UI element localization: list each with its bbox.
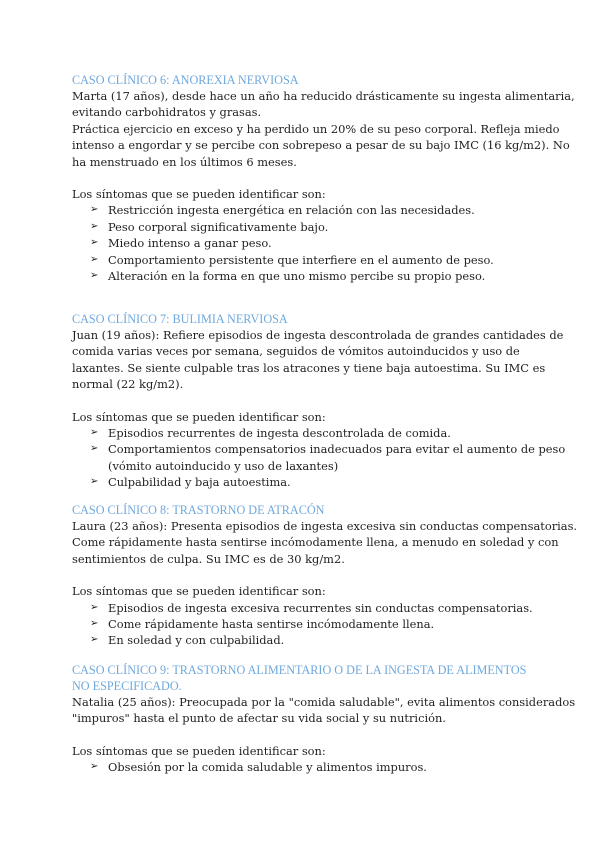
arrow-bullet-icon: ➢ (90, 443, 99, 455)
symptoms-intro: Los síntomas que se pueden identificar son: (72, 187, 326, 202)
case-title: CASO CLÍNICO 9: TRASTORNO ALIMENTARIO O DE LA INGESTA DE ALIMENTOS (72, 663, 527, 677)
symptom-item: ➢ En soledad y con culpabilidad. (90, 633, 285, 648)
arrow-bullet-icon: ➢ (90, 634, 99, 646)
case-6 (72, 72, 575, 284)
arrow-bullet-icon: ➢ (90, 427, 99, 439)
arrow-bullet-icon: ➢ (90, 761, 99, 773)
case-title: CASO CLÍNICO 6: ANOREXIA NERVIOSA (72, 73, 299, 87)
case-text-line: Natalia (25 años): Preocupada por la "comida saludable", evita alimentos considerados (72, 695, 576, 709)
symptom-list (72, 202, 542, 284)
arrow-bullet-icon: ➢ (90, 601, 99, 613)
case-9 (72, 662, 576, 776)
case-text-line: comida varias veces por semana, seguidos de vómitos autoinducidos y uso de (72, 344, 520, 359)
symptom-item: ➢ Episodios de ingesta excesiva recurrentes sin conductas compensatorias. (90, 600, 533, 615)
symptoms-intro: Los síntomas que se pueden identificar son: (72, 409, 326, 424)
symptom-continuation: (vómito autoinducido y uso de laxantes) (108, 458, 339, 473)
case-text-line: Práctica ejercicio en exceso y ha perdido un 20% de su peso corporal. Refleja miedo (72, 121, 560, 136)
symptom-item: ➢ Peso corporal significativamente bajo. (90, 219, 329, 234)
case-title-continuation: NO ESPECIFICADO. (72, 679, 182, 693)
case-text-line: normal (22 kg/m2). (72, 377, 184, 392)
case-title: CASO CLÍNICO 7: BULIMIA NERVIOSA (72, 312, 288, 326)
case-7 (72, 311, 566, 491)
case-text-line: laxantes. Se siente culpable tras los atracones y tiene baja autoestima. Su IMC es (72, 360, 546, 375)
case-text-line: Come rápidamente hasta sentirse incómodamente llena, a menudo en soledad y con (72, 535, 559, 550)
arrow-bullet-icon: ➢ (90, 476, 99, 488)
symptom-item: ➢ Alteración en la forma en que uno mismo percibe su propio peso. (90, 269, 486, 284)
symptom-list (72, 759, 542, 775)
case-text-line: sentimientos de culpa. Su IMC es de 30 kg/m2. (72, 551, 345, 566)
symptom-item: ➢ Episodios recurrentes de ingesta descontrolada de comida. (90, 426, 451, 441)
case-text-line: Laura (23 años): Presenta episodios de ingesta excesiva sin conductas compensatorias. (72, 519, 578, 533)
symptom-item: ➢ Come rápidamente hasta sentirse incómodamente llena. (90, 617, 435, 632)
case-text-line: evitando carbohidratos y grasas. (72, 105, 262, 120)
symptom-item: ➢ Culpabilidad y baja autoestima. (90, 475, 291, 490)
arrow-bullet-icon: ➢ (90, 204, 99, 216)
arrow-bullet-icon: ➢ (90, 237, 99, 249)
symptom-item: ➢ Comportamientos compensatorios inadecuados para evitar el aumento de peso (vómito autoinducido y uso de laxantes) (90, 442, 566, 473)
case-text-line: ha menstruado en los últimos 6 meses. (72, 154, 297, 169)
symptom-item: ➢ Miedo intenso a ganar peso. (90, 236, 272, 251)
case-text-line: Juan (19 años): Refiere episodios de ingesta descontrolada de grandes cantidades de (72, 328, 564, 342)
symptoms-intro: Los síntomas que se pueden identificar son: (72, 584, 326, 599)
arrow-bullet-icon: ➢ (90, 220, 99, 232)
arrow-bullet-icon: ➢ (90, 618, 99, 630)
case-text-line: intenso a engordar y se percibe con sobrepeso a pesar de su bajo IMC (16 kg/m2). No (72, 138, 570, 153)
symptom-list (72, 425, 566, 491)
case-title: CASO CLÍNICO 8: TRASTORNO DE ATRACÓN (72, 503, 325, 517)
symptom-list (72, 600, 542, 649)
arrow-bullet-icon: ➢ (90, 253, 99, 265)
symptom-item: ➢ Comportamiento persistente que interfiere en el aumento de peso. (90, 252, 494, 267)
case-text-line: "impuros" hasta el punto de afectar su vida social y su nutrición. (72, 711, 446, 726)
symptom-item: ➢ Restricción ingesta energética en relación con las necesidades. (90, 203, 475, 218)
case-text-line: Marta (17 años), desde hace un año ha reducido drásticamente su ingesta alimentaria, (72, 89, 575, 103)
arrow-bullet-icon: ➢ (90, 270, 99, 282)
case-8 (72, 502, 578, 649)
symptom-item: ➢ Obsesión por la comida saludable y alimentos impuros. (90, 760, 427, 775)
symptoms-intro: Los síntomas que se pueden identificar son: (72, 743, 326, 758)
